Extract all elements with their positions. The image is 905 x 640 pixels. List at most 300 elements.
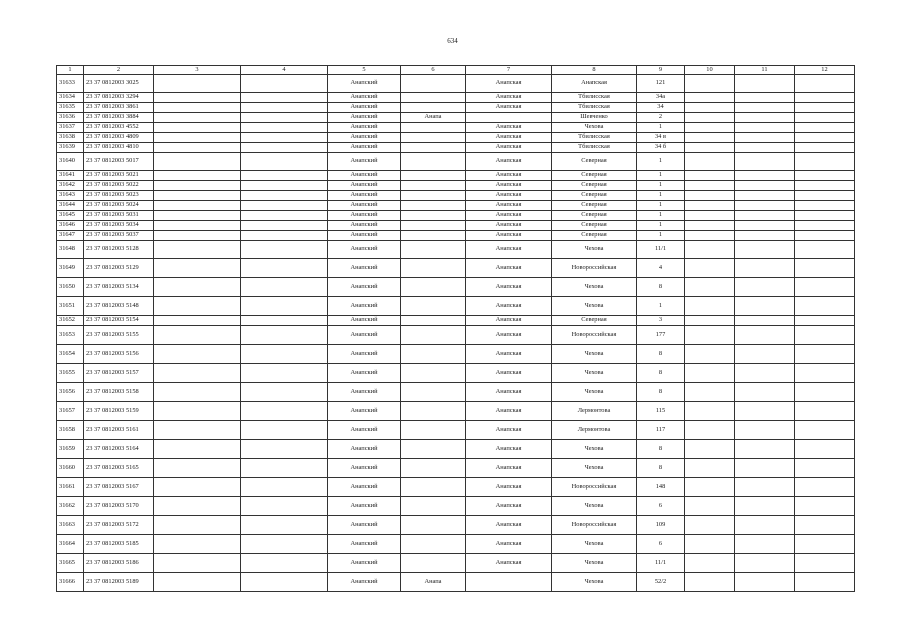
district-cell: Анапский (328, 153, 401, 171)
table-row (57, 440, 855, 459)
empty-cell (685, 75, 735, 93)
empty-cell (685, 297, 735, 316)
empty-cell (685, 171, 735, 181)
table-row (57, 171, 855, 181)
empty-cell (795, 383, 855, 402)
district-cell: Анапский (328, 231, 401, 241)
table-row (57, 278, 855, 297)
empty-cell (241, 554, 328, 573)
empty-cell (241, 535, 328, 554)
empty-cell (795, 278, 855, 297)
settlement-cell: Анапская (466, 231, 552, 241)
row-number-cell: 31664 (57, 535, 84, 554)
table-row (57, 364, 855, 383)
street-cell: Чехова (552, 383, 637, 402)
street-cell: Чехова (552, 459, 637, 478)
empty-cell (735, 297, 795, 316)
row-number-cell: 31644 (57, 201, 84, 211)
row-number-cell: 31645 (57, 211, 84, 221)
house-number-cell: 121 (637, 75, 685, 93)
city-cell: Анапа (401, 113, 466, 123)
settlement-cell: Анапская (466, 440, 552, 459)
house-number-cell: 148 (637, 478, 685, 497)
empty-cell (241, 75, 328, 93)
settlement-cell: Анапская (466, 191, 552, 201)
city-cell (401, 143, 466, 153)
empty-cell (735, 211, 795, 221)
row-number-cell: 31633 (57, 75, 84, 93)
row-number-cell: 31635 (57, 103, 84, 113)
empty-cell (795, 171, 855, 181)
settlement-cell: Анапская (466, 478, 552, 497)
table-row (57, 231, 855, 241)
street-cell: Новороссийская (552, 326, 637, 345)
city-cell (401, 123, 466, 133)
empty-cell (735, 402, 795, 421)
district-cell: Анапский (328, 316, 401, 326)
street-cell: Анапская (552, 75, 637, 93)
empty-cell (795, 191, 855, 201)
cadastral-number-cell: 23 37 0812003 5189 (84, 573, 154, 592)
city-cell (401, 459, 466, 478)
empty-cell (241, 316, 328, 326)
table-row (57, 153, 855, 171)
street-cell: Тбилисская (552, 103, 637, 113)
cadastral-number-cell: 23 37 0812003 4552 (84, 123, 154, 133)
empty-cell (735, 231, 795, 241)
table-row (57, 421, 855, 440)
column-header: 1 (57, 66, 84, 75)
empty-cell (154, 75, 241, 93)
house-number-cell: 8 (637, 459, 685, 478)
empty-cell (154, 133, 241, 143)
table-row (57, 316, 855, 326)
table-row (57, 113, 855, 123)
table-row (57, 123, 855, 133)
empty-cell (795, 316, 855, 326)
street-cell: Северная (552, 191, 637, 201)
empty-cell (241, 440, 328, 459)
page-number: 634 (447, 37, 458, 45)
city-cell (401, 297, 466, 316)
district-cell: Анапский (328, 93, 401, 103)
cadastral-number-cell: 23 37 0812003 3884 (84, 113, 154, 123)
row-number-cell: 31649 (57, 259, 84, 278)
empty-cell (685, 516, 735, 535)
empty-cell (735, 103, 795, 113)
row-number-cell: 31639 (57, 143, 84, 153)
row-number-cell: 31658 (57, 421, 84, 440)
table-row (57, 75, 855, 93)
column-header: 10 (685, 66, 735, 75)
empty-cell (241, 191, 328, 201)
empty-cell (685, 383, 735, 402)
city-cell (401, 326, 466, 345)
house-number-cell: 8 (637, 364, 685, 383)
street-cell: Новороссийская (552, 516, 637, 535)
house-number-cell: 177 (637, 326, 685, 345)
house-number-cell: 11/1 (637, 554, 685, 573)
city-cell (401, 316, 466, 326)
settlement-cell (466, 573, 552, 592)
house-number-cell: 1 (637, 181, 685, 191)
street-cell: Тбилисская (552, 133, 637, 143)
empty-cell (795, 123, 855, 133)
empty-cell (154, 535, 241, 554)
empty-cell (154, 93, 241, 103)
settlement-cell: Анапская (466, 345, 552, 364)
cadastral-number-cell: 23 37 0812003 5164 (84, 440, 154, 459)
district-cell: Анапский (328, 554, 401, 573)
empty-cell (685, 211, 735, 221)
column-number-header-row (57, 66, 855, 75)
empty-cell (685, 241, 735, 259)
table-row (57, 201, 855, 211)
empty-cell (735, 278, 795, 297)
empty-cell (154, 231, 241, 241)
empty-cell (154, 554, 241, 573)
empty-cell (795, 231, 855, 241)
street-cell: Чехова (552, 364, 637, 383)
house-number-cell: 117 (637, 421, 685, 440)
street-cell: Новороссийская (552, 259, 637, 278)
settlement-cell: Анапская (466, 326, 552, 345)
empty-cell (685, 421, 735, 440)
settlement-cell: Анапская (466, 221, 552, 231)
district-cell: Анапский (328, 478, 401, 497)
house-number-cell: 115 (637, 402, 685, 421)
empty-cell (795, 497, 855, 516)
street-cell: Чехова (552, 278, 637, 297)
street-cell: Северная (552, 316, 637, 326)
settlement-cell: Анапская (466, 459, 552, 478)
empty-cell (241, 421, 328, 440)
row-number-cell: 31636 (57, 113, 84, 123)
empty-cell (735, 478, 795, 497)
empty-cell (154, 516, 241, 535)
house-number-cell: 1 (637, 123, 685, 133)
cadastral-number-cell: 23 37 0812003 4809 (84, 133, 154, 143)
row-number-cell: 31653 (57, 326, 84, 345)
empty-cell (735, 364, 795, 383)
settlement-cell: Анапская (466, 211, 552, 221)
table-row (57, 497, 855, 516)
district-cell: Анапский (328, 181, 401, 191)
column-header: 2 (84, 66, 154, 75)
empty-cell (241, 326, 328, 345)
row-number-cell: 31665 (57, 554, 84, 573)
empty-cell (735, 316, 795, 326)
district-cell: Анапский (328, 201, 401, 211)
empty-cell (685, 535, 735, 554)
empty-cell (735, 133, 795, 143)
empty-cell (154, 221, 241, 231)
street-cell: Чехова (552, 535, 637, 554)
row-number-cell: 31648 (57, 241, 84, 259)
column-header: 8 (552, 66, 637, 75)
street-cell: Чехова (552, 123, 637, 133)
empty-cell (241, 402, 328, 421)
house-number-cell: 6 (637, 497, 685, 516)
empty-cell (241, 459, 328, 478)
cadastral-number-cell: 23 37 0812003 5037 (84, 231, 154, 241)
city-cell (401, 421, 466, 440)
district-cell: Анапский (328, 297, 401, 316)
empty-cell (735, 221, 795, 231)
empty-cell (735, 497, 795, 516)
column-header: 6 (401, 66, 466, 75)
empty-cell (241, 345, 328, 364)
house-number-cell: 34 (637, 103, 685, 113)
city-cell (401, 278, 466, 297)
city-cell (401, 231, 466, 241)
empty-cell (795, 113, 855, 123)
empty-cell (241, 103, 328, 113)
column-header: 12 (795, 66, 855, 75)
district-cell: Анапский (328, 211, 401, 221)
cadastral-number-cell: 23 37 0812003 5148 (84, 297, 154, 316)
empty-cell (735, 554, 795, 573)
empty-cell (154, 259, 241, 278)
district-cell: Анапский (328, 364, 401, 383)
empty-cell (154, 345, 241, 364)
city-cell (401, 440, 466, 459)
settlement-cell: Анапская (466, 383, 552, 402)
table-row (57, 93, 855, 103)
empty-cell (685, 153, 735, 171)
house-number-cell: 8 (637, 440, 685, 459)
empty-cell (795, 211, 855, 221)
row-number-cell: 31642 (57, 181, 84, 191)
table-row (57, 554, 855, 573)
city-cell (401, 153, 466, 171)
empty-cell (795, 459, 855, 478)
district-cell: Анапский (328, 326, 401, 345)
row-number-cell: 31659 (57, 440, 84, 459)
empty-cell (154, 297, 241, 316)
cadastral-number-cell: 23 37 0812003 5034 (84, 221, 154, 231)
empty-cell (154, 383, 241, 402)
empty-cell (795, 259, 855, 278)
cadastral-number-cell: 23 37 0812003 5022 (84, 181, 154, 191)
empty-cell (241, 231, 328, 241)
district-cell: Анапский (328, 241, 401, 259)
table-row (57, 211, 855, 221)
settlement-cell: Анапская (466, 535, 552, 554)
empty-cell (154, 440, 241, 459)
empty-cell (241, 297, 328, 316)
house-number-cell: 1 (637, 211, 685, 221)
empty-cell (685, 573, 735, 592)
empty-cell (154, 364, 241, 383)
city-cell (401, 402, 466, 421)
row-number-cell: 31643 (57, 191, 84, 201)
street-cell: Чехова (552, 241, 637, 259)
table-row (57, 345, 855, 364)
empty-cell (154, 153, 241, 171)
settlement-cell: Анапская (466, 181, 552, 191)
house-number-cell: 1 (637, 221, 685, 231)
empty-cell (735, 345, 795, 364)
settlement-cell (466, 113, 552, 123)
row-number-cell: 31650 (57, 278, 84, 297)
empty-cell (685, 316, 735, 326)
street-cell: Северная (552, 171, 637, 181)
settlement-cell: Анапская (466, 278, 552, 297)
house-number-cell: 52/2 (637, 573, 685, 592)
settlement-cell: Анапская (466, 421, 552, 440)
empty-cell (685, 459, 735, 478)
empty-cell (241, 181, 328, 191)
cadastral-number-cell: 23 37 0812003 5172 (84, 516, 154, 535)
empty-cell (795, 153, 855, 171)
empty-cell (685, 143, 735, 153)
street-cell: Чехова (552, 554, 637, 573)
cadastral-number-cell: 23 37 0812003 5155 (84, 326, 154, 345)
empty-cell (685, 133, 735, 143)
cadastral-number-cell: 23 37 0812003 5186 (84, 554, 154, 573)
empty-cell (795, 326, 855, 345)
settlement-cell: Анапская (466, 171, 552, 181)
empty-cell (685, 221, 735, 231)
empty-cell (154, 278, 241, 297)
empty-cell (241, 573, 328, 592)
table-row (57, 383, 855, 402)
house-number-cell: 6 (637, 535, 685, 554)
empty-cell (795, 297, 855, 316)
empty-cell (795, 221, 855, 231)
city-cell (401, 497, 466, 516)
district-cell: Анапский (328, 440, 401, 459)
settlement-cell: Анапская (466, 143, 552, 153)
empty-cell (735, 191, 795, 201)
settlement-cell: Анапская (466, 93, 552, 103)
empty-cell (241, 364, 328, 383)
house-number-cell: 4 (637, 259, 685, 278)
empty-cell (241, 221, 328, 231)
street-cell: Чехова (552, 497, 637, 516)
column-header: 7 (466, 66, 552, 75)
settlement-cell: Анапская (466, 153, 552, 171)
settlement-cell: Анапская (466, 297, 552, 316)
empty-cell (154, 143, 241, 153)
street-cell: Чехова (552, 440, 637, 459)
settlement-cell: Анапская (466, 123, 552, 133)
house-number-cell: 1 (637, 297, 685, 316)
house-number-cell: 1 (637, 171, 685, 181)
cadastral-number-cell: 23 37 0812003 5021 (84, 171, 154, 181)
empty-cell (735, 153, 795, 171)
street-cell: Лермонтова (552, 402, 637, 421)
house-number-cell: 2 (637, 113, 685, 123)
row-number-cell: 31655 (57, 364, 84, 383)
empty-cell (735, 573, 795, 592)
row-number-cell: 31660 (57, 459, 84, 478)
empty-cell (685, 93, 735, 103)
row-number-cell: 31646 (57, 221, 84, 231)
empty-cell (735, 516, 795, 535)
empty-cell (735, 241, 795, 259)
empty-cell (735, 201, 795, 211)
row-number-cell: 31656 (57, 383, 84, 402)
empty-cell (685, 478, 735, 497)
empty-cell (154, 123, 241, 133)
empty-cell (154, 421, 241, 440)
empty-cell (795, 440, 855, 459)
table-row (57, 133, 855, 143)
empty-cell (685, 201, 735, 211)
house-number-cell: 1 (637, 153, 685, 171)
registry-table (56, 65, 855, 592)
column-header: 9 (637, 66, 685, 75)
district-cell: Анапский (328, 113, 401, 123)
city-cell (401, 535, 466, 554)
house-number-cell: 8 (637, 383, 685, 402)
empty-cell (241, 113, 328, 123)
empty-cell (154, 171, 241, 181)
empty-cell (154, 113, 241, 123)
cadastral-number-cell: 23 37 0812003 5157 (84, 364, 154, 383)
city-cell (401, 364, 466, 383)
city-cell (401, 241, 466, 259)
street-cell: Шевченко (552, 113, 637, 123)
column-header: 3 (154, 66, 241, 75)
empty-cell (154, 326, 241, 345)
city-cell (401, 133, 466, 143)
table-row (57, 181, 855, 191)
empty-cell (685, 497, 735, 516)
empty-cell (735, 440, 795, 459)
empty-cell (735, 259, 795, 278)
cadastral-number-cell: 23 37 0812003 5159 (84, 402, 154, 421)
empty-cell (241, 516, 328, 535)
cadastral-number-cell: 23 37 0812003 5156 (84, 345, 154, 364)
empty-cell (735, 143, 795, 153)
house-number-cell: 11/1 (637, 241, 685, 259)
empty-cell (795, 345, 855, 364)
empty-cell (154, 497, 241, 516)
city-cell (401, 191, 466, 201)
house-number-cell: 1 (637, 201, 685, 211)
city-cell (401, 181, 466, 191)
cadastral-number-cell: 23 37 0812003 5023 (84, 191, 154, 201)
house-number-cell: 34а (637, 93, 685, 103)
empty-cell (154, 181, 241, 191)
street-cell: Северная (552, 231, 637, 241)
city-cell: Анапа (401, 573, 466, 592)
table-row (57, 459, 855, 478)
table-row (57, 297, 855, 316)
empty-cell (154, 201, 241, 211)
city-cell (401, 478, 466, 497)
cadastral-number-cell: 23 37 0812003 5154 (84, 316, 154, 326)
empty-cell (795, 402, 855, 421)
settlement-cell: Анапская (466, 497, 552, 516)
district-cell: Анапский (328, 221, 401, 231)
cadastral-number-cell: 23 37 0812003 5031 (84, 211, 154, 221)
empty-cell (735, 113, 795, 123)
table-body (57, 75, 855, 592)
empty-cell (154, 211, 241, 221)
street-cell: Лермонтова (552, 421, 637, 440)
empty-cell (241, 241, 328, 259)
district-cell: Анапский (328, 123, 401, 133)
district-cell: Анапский (328, 143, 401, 153)
street-cell: Чехова (552, 297, 637, 316)
column-header: 11 (735, 66, 795, 75)
settlement-cell: Анапская (466, 103, 552, 113)
row-number-cell: 31652 (57, 316, 84, 326)
